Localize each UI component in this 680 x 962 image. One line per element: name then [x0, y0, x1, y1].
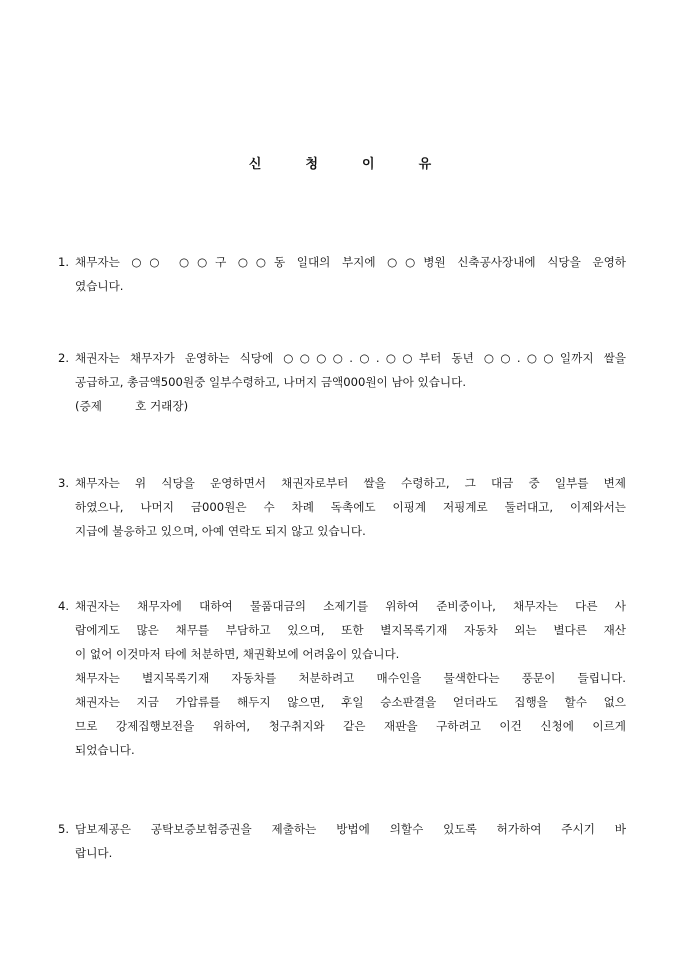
item-number: 5. [58, 822, 70, 836]
reason-item-5 [58, 817, 626, 865]
title-char: 이 [362, 157, 375, 172]
item-line: 채무자는 별지목록기재 자동차를 처분하려고 매수인을 물색한다는 풍문이 들립니다. [75, 671, 626, 685]
item-line: 하였으나, 나머지 금000원은 수 차례 독촉에도 이핑계 저핑계로 둘러대고, 이제와서는 [75, 500, 626, 514]
item-number: 2. [58, 351, 70, 365]
item-line: 채권자는 채무자가 운영하는 식당에 ○○○○.○.○○부터 동년 ○○.○○일까지 쌀을 [75, 351, 626, 365]
title-char: 청 [305, 157, 318, 172]
item-line: 랍니다. [75, 846, 113, 860]
reason-item-2 [58, 346, 626, 418]
item-number: 1. [58, 255, 70, 269]
item-line: 이 없어 이것마저 타에 처분하면, 채권확보에 어려움이 있습니다. [75, 647, 400, 661]
page-title [0, 153, 680, 172]
item-line: 채권자는 지금 가압류를 해두지 않으면, 후일 승소판결을 얻더라도 집행을 할수 없으 [75, 695, 626, 709]
reason-item-3 [58, 471, 626, 543]
item-number: 4. [58, 599, 70, 613]
item-line: 되었습니다. [75, 743, 135, 757]
item-line: 므로 강제집행보전을 위하여, 청구취지와 같은 재판을 구하려고 이건 신청에 이르게 [75, 719, 626, 733]
item-line: 채무자는 ○○ ○○구 ○○동 일대의 부지에 ○○병원 신축공사장내에 식당을 운영하 [75, 255, 626, 269]
title-char: 유 [418, 157, 432, 172]
evidence-note: (증제 호 거래장) [75, 399, 189, 413]
item-line: 공급하고, 총금액500원중 일부수령하고, 나머지 금액000원이 남아 있습니다. [75, 375, 467, 389]
reason-item-1 [58, 250, 626, 298]
item-line: 채권자는 채무자에 대하여 물품대금의 소제기를 위하여 준비중이나, 채무자는 다른 사 [75, 599, 626, 613]
title-char: 신 [248, 157, 262, 172]
item-line: 였습니다. [75, 279, 124, 293]
reason-item-4 [58, 594, 626, 762]
item-number: 3. [58, 476, 70, 490]
item-line: 담보제공은 공탁보증보험증권을 제출하는 방법에 의할수 있도록 허가하여 주시기 바 [75, 822, 626, 836]
item-line: 지급에 불응하고 있으며, 아예 연락도 되지 않고 있습니다. [75, 524, 366, 538]
item-line: 람에게도 많은 채무를 부담하고 있으며, 또한 별지목록기재 자동차 외는 별다른 재산 [75, 623, 626, 637]
item-line: 채무자는 위 식당을 운영하면서 채권자로부터 쌀을 수령하고, 그 대금 중 일부를 변제 [75, 476, 626, 490]
